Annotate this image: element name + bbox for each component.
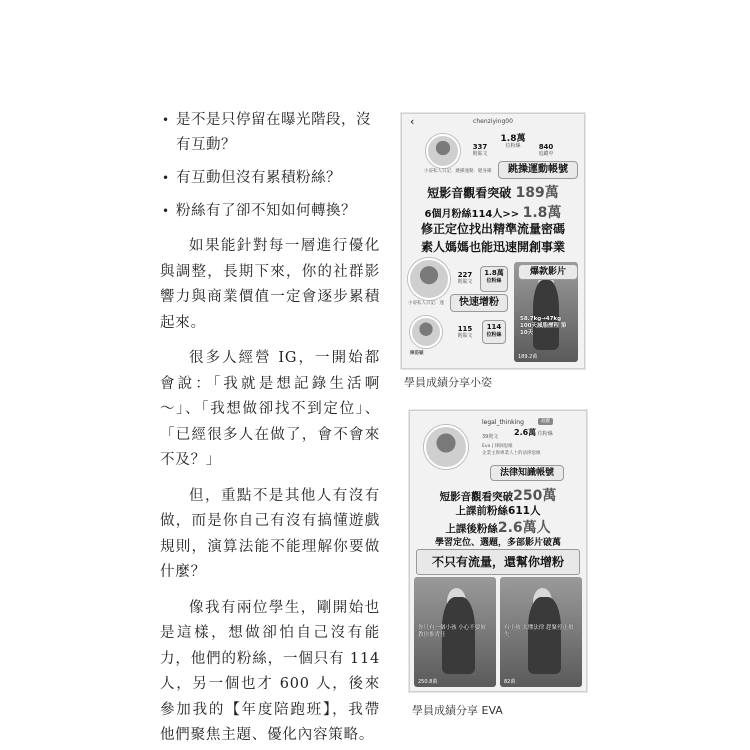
paragraph: 但，重點不是其他人有沒有做，而是你自己有沒有搞懂遊戲規則，演算法能不能理解你要做什麼？ (160, 487, 380, 580)
profile-username: chenziying00 (473, 118, 513, 125)
paragraph: 像我有兩位學生，剛開始也是這樣，想做卻怕自己沒有能力，他們的粉絲，一個只有 114 人，另一個也才 600 人，後來參加我的【年度陪跑班】，我帶他們聚焦主題、優化內容策略。 (160, 599, 380, 743)
banner: 不只有流量，還幫你增粉 (416, 549, 580, 575)
stat-followers: 114 位粉絲 (482, 320, 506, 344)
thumbnail-caption: 你只有一個小孩 小心不要被 教你推責任 (418, 625, 486, 638)
viral-video-chip: 爆款影片 (518, 264, 578, 280)
headline-2: 6個月粉絲114人>> 1.8萬 (424, 205, 562, 221)
stat-posts: 227 則貼文 (457, 271, 473, 285)
stat-posts: 115 則貼文 (457, 325, 473, 339)
bullet-list (160, 108, 380, 224)
avatar (426, 134, 460, 168)
profile-bio: 小姿私人日記．運 (408, 301, 444, 306)
stat-followers: 2.6萬 位粉絲 (514, 428, 553, 437)
view-count: 250.8萬 (418, 679, 438, 685)
student-result-screenshot-2 (409, 410, 587, 692)
stat-posts: 39則文 (482, 434, 499, 440)
paragraph: 很多人經營 IG，一開始都會說：「我就是想記錄生活啊～」、「我想做卻找不到定位」、「已經很多人在做了，會不會來不及？」 (160, 350, 380, 468)
video-thumbnail (414, 577, 496, 687)
profile-bio: 企業主與專業人士的法律思維 (482, 451, 541, 456)
video-thumbnail (500, 577, 582, 687)
back-arrow-icon: ‹ (410, 115, 415, 128)
profile-bio: Eva | 律師思維 (482, 444, 513, 449)
headline-1: 短影音觀看突破250萬 (439, 488, 557, 504)
headline-1: 短影音觀看突破 189萬 (427, 185, 559, 201)
headline-4: 素人媽媽也能迅速開創事業 (420, 240, 565, 254)
headline-2: 上課前粉絲611人 (455, 505, 541, 517)
account-type-chip: 法律知識帳號 (490, 465, 564, 481)
caption: 學員成績分享小姿 (404, 376, 492, 389)
headline-3: 修正定位找出精準流量密碼 (420, 222, 565, 236)
avatar (410, 316, 442, 348)
fast-growth-chip: 快速增粉 (450, 294, 508, 312)
student-result-screenshot-1 (401, 113, 585, 369)
avatar (408, 258, 450, 300)
profile-name: 陳姿穎 (410, 351, 424, 356)
stat-followers: 1.8萬 位粉絲 (500, 134, 526, 149)
bullet-item: • 是不是只停留在曝光階段，沒有互動？ (160, 108, 380, 158)
profile-username: legal_thinking (482, 419, 524, 426)
stat-following: 840 追蹤中 (538, 143, 554, 157)
view-count: 82萬 (504, 679, 516, 685)
headline-3: 上課後粉絲2.6萬人 (445, 520, 551, 536)
profile-bio: 小姿私人日記．跳操運動．健身操 (424, 169, 492, 174)
stat-posts: 337 則貼文 (472, 143, 488, 157)
stat-followers: 1.8萬 位粉絲 (480, 266, 508, 292)
caption: 學員成績分享 EVA (412, 704, 503, 717)
follow-badge: 追蹤 (538, 418, 553, 425)
body-text-column (160, 108, 380, 749)
bullet-item: • 粉絲有了卻不知如何轉換？ (160, 199, 380, 224)
account-type-chip: 跳操運動帳號 (498, 161, 578, 179)
headline-4: 學習定位、選題，多部影片破萬 (434, 538, 561, 548)
view-count: 189.2萬 (518, 354, 538, 360)
avatar (424, 425, 468, 469)
bullet-item: • 有互動但沒有累積粉絲？ (160, 166, 380, 191)
paragraph: 如果能針對每一層進行優化與調整，長期下來，你的社群影響力與商業價值一定會逐步累積起來。 (160, 238, 380, 331)
thumbnail-caption: 58.7kg→47kg 100天減脂歷程 第10天 (520, 316, 567, 336)
thumbnail-caption: 有小孩 太懂法律 趕緊停止損失 (504, 625, 574, 638)
